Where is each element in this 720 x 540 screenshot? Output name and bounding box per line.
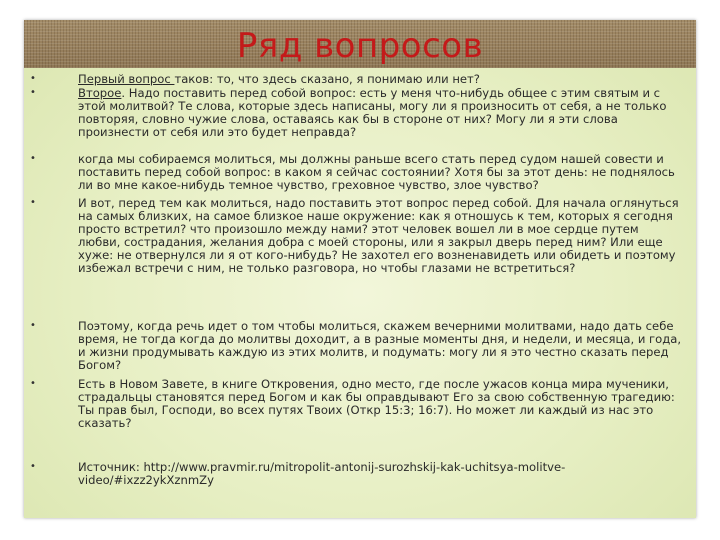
list-item-lead: Второе xyxy=(78,86,122,100)
bullet: • xyxy=(30,73,36,84)
list-item-text: Поэтому, когда речь идет о том чтобы молиться, скажем вечерними молитвами, надо дать себе время, не тогда когда до молитвы доходит, а в разные моменты дня, и недели, и месяца, и года, и жизни продумывать каждую из этих молитв, и подумать: могу ли я это честно сказать перед Богом? xyxy=(78,319,682,372)
list-item-text: И вот, перед тем как молиться, надо поставить этот вопрос перед собой. Для начала оглянуться на самых близких, на самое близкое наше окружение: как я отношусь к тем, которых я сегодня просто встретил? что произошло между нами? этот человек вошел ли в мое сердце путем любви, сострадания, желания добра с моей стороны, или я закрыл дверь перед ним? Или еще хуже: не отвернулся ли я от кого-нибудь? Не захотел его возненавидеть или обидеть и поэтому избежал встречи с ним, не только разговора, но чтобы глазами не встретиться? xyxy=(78,196,679,275)
bullet: • xyxy=(30,87,36,98)
list-item-body: . Надо поставить перед собой вопрос: есть у меня что-нибудь общее с этим святым и с этой молитвой? Те слова, которые здесь написаны, могу ли я произносить от себя, а не только повторяя, словно чужие слова, оставаясь как бы в стороне от них? Могу ли я эти слова произнести от себя или это будет неправда? xyxy=(78,86,667,139)
bullet: • xyxy=(30,378,36,389)
source-link[interactable]: Источник: http://www.pravmir.ru/mitropolit-antonij-surozhskij-kak-uchitsya-molitve-video/#ixzz2ykXznmZy xyxy=(78,460,566,487)
bullet: • xyxy=(30,461,36,472)
list-item-lead: Первый вопрос xyxy=(78,72,175,86)
list-item-text: когда мы собираемся молиться, мы должны раньше всего стать перед судом нашей совести и поставить перед собой вопрос: в каком я сейчас состоянии? Хотя бы за этот день: не поднялось ли во мне какое-нибудь темное чувство, греховное чувство, злое чувство? xyxy=(78,152,675,192)
list-item-text xyxy=(78,87,684,139)
bullet: • xyxy=(30,197,36,208)
slide-title: Ряд вопросов xyxy=(236,26,484,66)
list-item-body: таков: то, что здесь сказано, я понимаю или нет? xyxy=(174,72,480,86)
list-item-text: Есть в Новом Завете, в книге Откровения, одно место, где после ужасов конца мира мученики, страдальцы становятся перед Богом и как бы оправдывают Его за свою собственную трагедию: Ты прав был, Господи, во всех путях Твоих (Откр 15:3; 16:7). Но может ли каждый из нас это сказать? xyxy=(78,377,675,430)
bullet: • xyxy=(30,320,36,331)
slide xyxy=(24,20,696,518)
bullet: • xyxy=(30,153,36,164)
list-item-text xyxy=(78,73,684,86)
